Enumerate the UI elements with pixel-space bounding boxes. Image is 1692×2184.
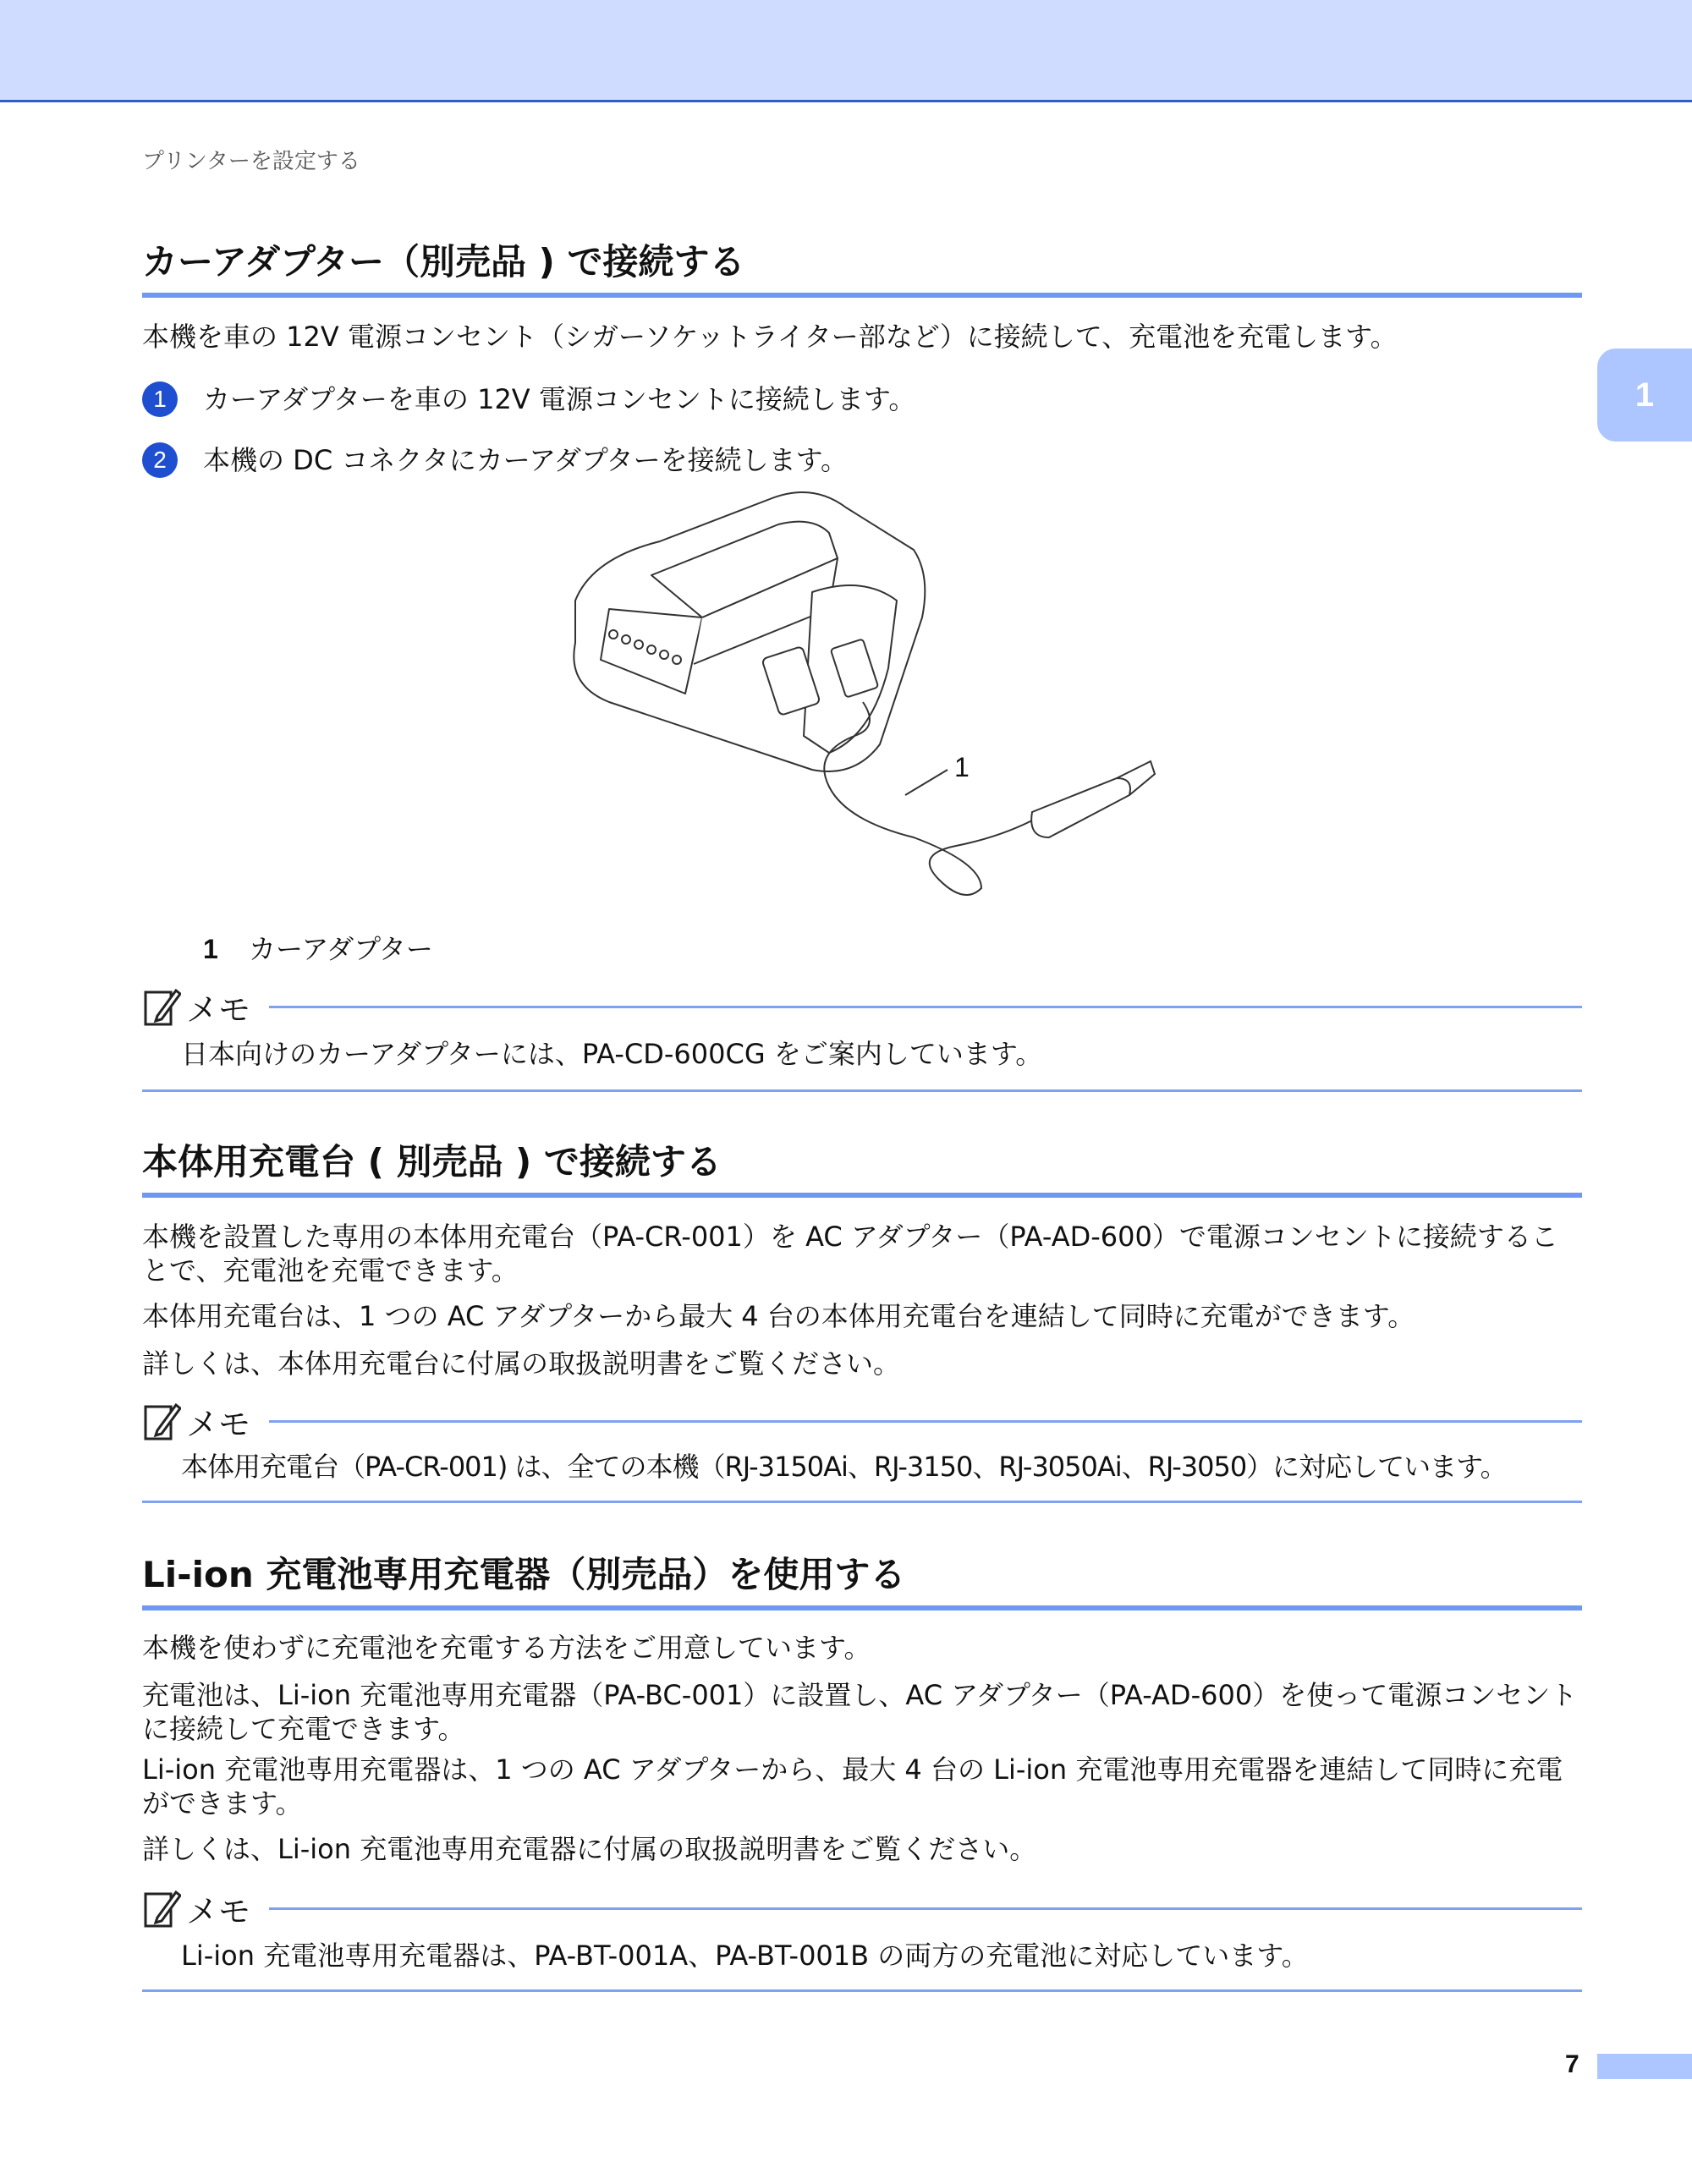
section-title-battery-charger: Li-ion 充電池専用充電器（別売品）を使用する	[142, 1551, 1582, 1611]
memo-label: メモ	[186, 1892, 251, 1930]
section-title-charging-cradle: 本体用充電台 ( 別売品 ) で接続する	[142, 1139, 1582, 1198]
memo-text: Li-ion 充電池専用充電器は、PA-BT-001A、PA-BT-001B の両方の充電池に対応しています。	[181, 1940, 1309, 1972]
printer-car-adapter-illustration	[558, 482, 1167, 922]
memo-bottom-rule	[142, 1089, 1582, 1092]
section3-para4: 詳しくは、Li-ion 充電池専用充電器に付属の取扱説明書をご覧ください。	[142, 1833, 1037, 1865]
step-number-icon: 2	[142, 442, 178, 478]
section2-para1: 本機を設置した専用の本体用充電台（PA-CR-001）を AC アダプター（PA-AD-600）で電源コンセントに接続することで、充電池を充電できます。	[142, 1221, 1558, 1287]
section2-para3: 詳しくは、本体用充電台に付属の取扱説明書をご覧ください。	[142, 1347, 901, 1380]
section3-para2: 充電池は、Li-ion 充電池専用充電器（PA-BC-001）に設置し、AC アダプター（PA-AD-600）を使って電源コンセントに接続して充電できます。	[142, 1679, 1578, 1745]
memo-label: メモ	[186, 1405, 251, 1443]
memo-pencil-icon	[142, 1400, 181, 1442]
memo-label: メモ	[186, 990, 251, 1029]
memo-pencil-icon	[142, 985, 181, 1028]
page-tab	[1597, 2054, 1692, 2079]
header-band	[0, 0, 1692, 102]
memo-rule	[269, 1907, 1582, 1910]
step-2	[142, 442, 1582, 479]
chapter-tab[interactable]: 1	[1597, 348, 1692, 442]
caption-number: 1	[203, 934, 218, 964]
section-title-car-adapter: カーアダプター（別売品 ) で接続する	[142, 239, 1582, 298]
step-1	[142, 381, 1582, 418]
memo-text: 日本向けのカーアダプターには、PA-CD-600CG をご案内しています。	[181, 1038, 1043, 1070]
memo-text: 本体用充電台（PA-CR-001) は、全ての本機（RJ-3150Ai、RJ-3150、RJ-3050Ai、RJ-3050）に対応しています。	[181, 1451, 1507, 1483]
section2-para2: 本体用充電台は、1 つの AC アダプターから最大 4 台の本体用充電台を連結して同時に充電ができます。	[142, 1300, 1415, 1332]
memo-rule	[269, 1420, 1582, 1423]
section3-para1: 本機を使わずに充電池を充電する方法をご用意しています。	[142, 1632, 871, 1664]
step-text: 本機の DC コネクタにカーアダプターを接続します。	[203, 444, 849, 476]
memo-header	[142, 1885, 1582, 1932]
memo-header	[142, 1397, 1582, 1445]
page-number: 7	[1565, 2050, 1579, 2078]
section1-intro: 本機を車の 12V 電源コンセント（シガーソケットライター部など）に接続して、充電池を充電します。	[142, 321, 1398, 353]
step-text: カーアダプターを車の 12V 電源コンセントに接続します。	[203, 383, 916, 415]
caption-text: カーアダプター	[248, 933, 433, 965]
memo-header	[142, 983, 1582, 1030]
memo-bottom-rule	[142, 1989, 1582, 1992]
step-number-icon: 1	[142, 381, 178, 417]
memo-pencil-icon	[142, 1887, 181, 1929]
breadcrumb: プリンターを設定する	[142, 149, 360, 174]
figure-caption	[203, 930, 433, 968]
figure-callout-label: 1	[954, 752, 970, 782]
memo-rule	[269, 1006, 1582, 1008]
section3-para3: Li-ion 充電池専用充電器は、1 つの AC アダプターから、最大 4 台の Li-ion 充電池専用充電器を連結して同時に充電ができます。	[142, 1753, 1563, 1819]
memo-bottom-rule	[142, 1501, 1582, 1503]
